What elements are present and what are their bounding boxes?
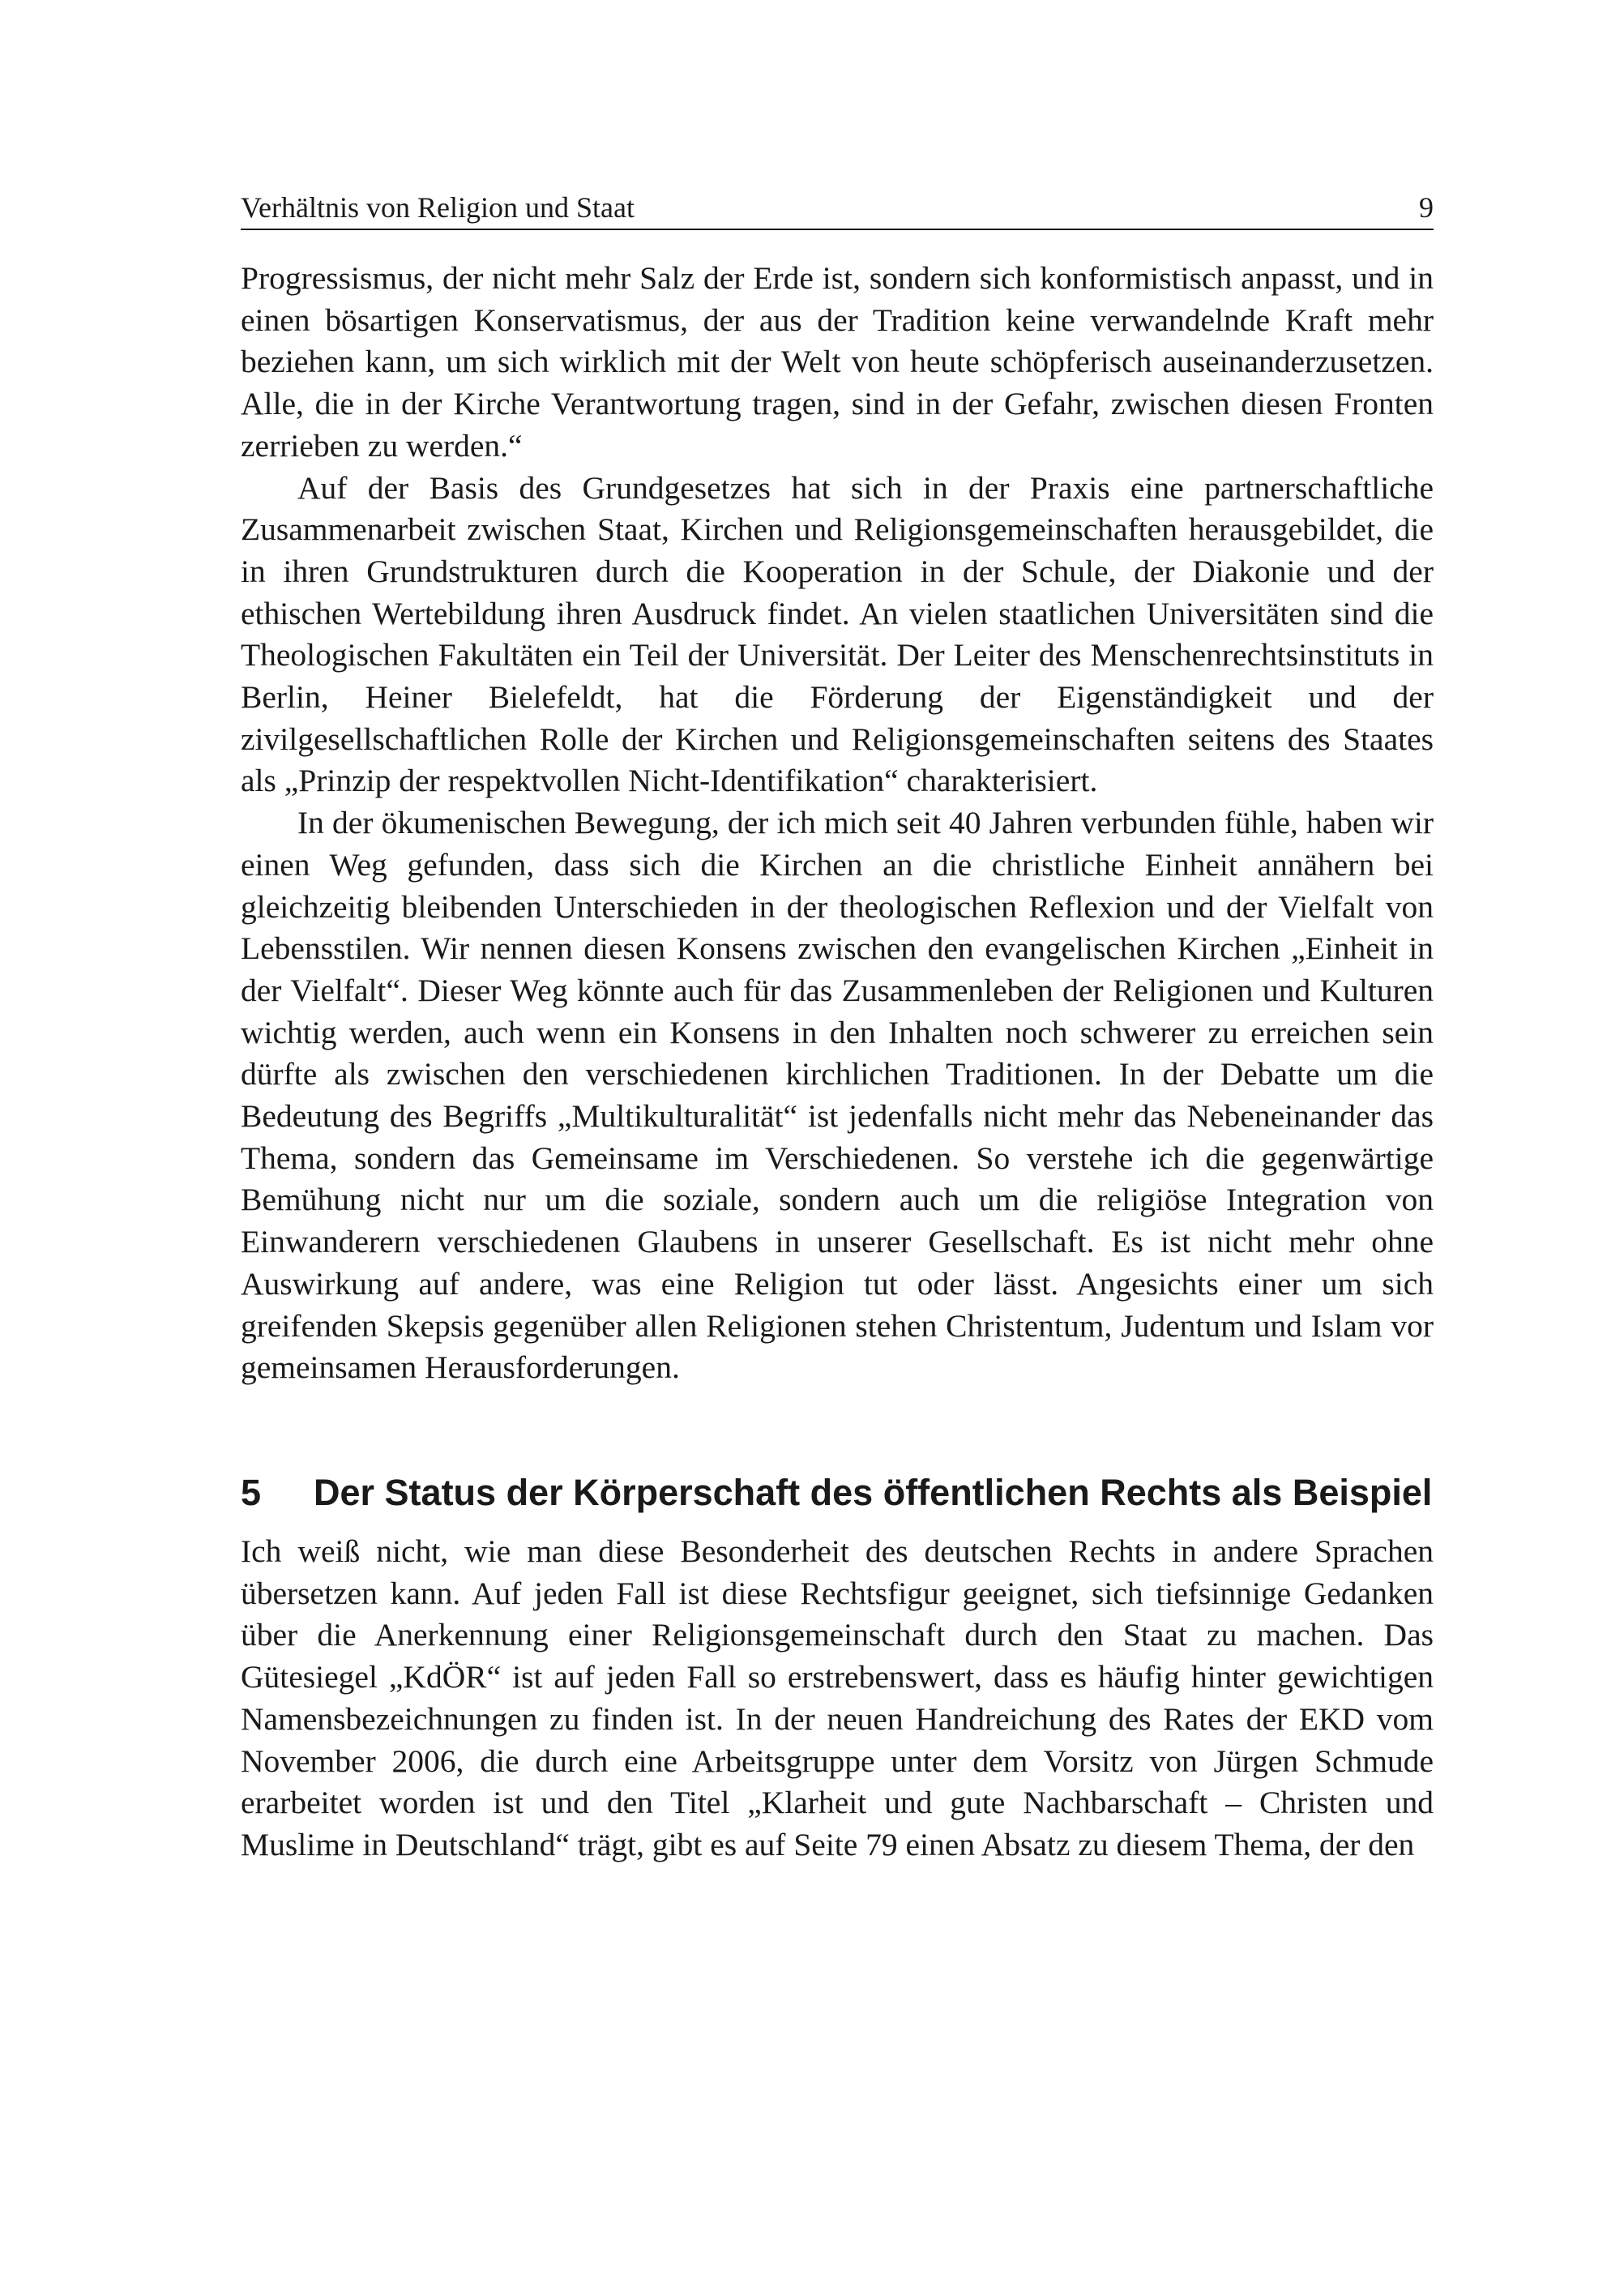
body-text xyxy=(241,258,1434,1866)
section-heading xyxy=(241,1470,1434,1515)
paragraph: Auf der Basis des Grundgesetzes hat sich in der Praxis eine partnerschaftliche Zusammenarbeit zwischen Staat, Kirchen und Religionsgemeinschaften herausgebildet, die in ihren Grundstrukturen durch die Kooperation in der Schule, der Diakonie und der ethischen Wertebildung ihren Ausdruck findet. An vielen staatlichen Universitäten sind die Theologischen Fakultäten ein Teil der Universität. Der Leiter des Menschenrechtsinstituts in Berlin, Heiner Bielefeldt, hat die Förderung der Eigenständigkeit und der zivilgesellschaftlichen Rolle der Kirchen und Religionsgemeinschaften seitens des Staates als „Prinzip der respektvollen Nicht-Identifikation“ charakterisiert. xyxy=(241,469,1434,799)
page-number: 9 xyxy=(1419,191,1434,224)
section-title: Der Status der Körperschaft des öffentlichen Rechts als Beispiel xyxy=(314,1471,1433,1513)
running-header xyxy=(241,191,1434,230)
paragraph: In der ökumenischen Bewegung, der ich mich seit 40 Jahren verbunden fühle, haben wir einen Weg gefunden, dass sich die Kirchen an die christliche Einheit annähern bei gleichzeitig bleibenden Unterschieden in der theologischen Reflexion und der Vielfalt von Lebensstilen. Wir nennen diesen Konsens zwischen den evangelischen Kirchen „Einheit in der Vielfalt“. Dieser Weg könnte auch für das Zusammenleben der Religionen und Kulturen wichtig werden, auch wenn ein Konsens in den Inhalten noch schwerer zu erreichen sein dürfte als zwischen den verschiedenen kirchlichen Traditionen. In der Debatte um die Bedeutung des Begriffs „Multikulturalität“ ist jedenfalls nicht mehr das Nebeneinander das Thema, sondern das Gemeinsame im Verschiedenen. So verstehe ich die gegenwärtige Bemühung nicht nur um die soziale, sondern auch um die religiöse Integration von Einwanderern verschiedenen Glaubens in unserer Gesellschaft. Es ist nicht mehr ohne Auswirkung auf andere, was eine Religion tut oder lässt. Angesichts einer um sich greifenden Skepsis gegenüber allen Religionen stehen Christentum, Judentum und Islam vor gemeinsamen Herausforderungen. xyxy=(241,805,1434,1386)
paragraph: Ich weiß nicht, wie man diese Besonderheit des deutschen Rechts in andere Sprachen übersetzen kann. Auf jeden Fall ist diese Rechtsfigur geeignet, sich tiefsinnige Gedanken über die Anerkennung einer Religionsgemeinschaft durch den Staat zu machen. Das Gütesiegel „KdÖR“ ist auf jeden Fall so erstrebenswert, dass es häufig hinter gewichtigen Namensbezeichnungen zu finden ist. In der neuen Handreichung des Rates der EKD vom November 2006, die durch eine Arbeitsgruppe unter dem Vorsitz von Jürgen Schmude erarbeitet worden ist und den Titel „Klarheit und gute Nachbarschaft – Christen und Muslime in Deutschland“ trägt, gibt es auf Seite 79 einen Absatz zu diesem Thema, der den xyxy=(241,1533,1434,1862)
document-page xyxy=(241,191,1434,1866)
section-number: 5 xyxy=(241,1471,262,1513)
running-title: Verhältnis von Religion und Staat xyxy=(241,191,635,224)
paragraph: Progressismus, der nicht mehr Salz der Erde ist, sondern sich konformistisch anpasst, und in einen bösartigen Konservatismus, der aus der Tradition keine verwandelnde Kraft mehr beziehen kann, um sich wirklich mit der Welt von heute schöpferisch auseinanderzusetzen. Alle, die in der Kirche Verantwortung tragen, sind in der Gefahr, zwischen diesen Fronten zerrieben zu werden.“ xyxy=(241,260,1434,464)
